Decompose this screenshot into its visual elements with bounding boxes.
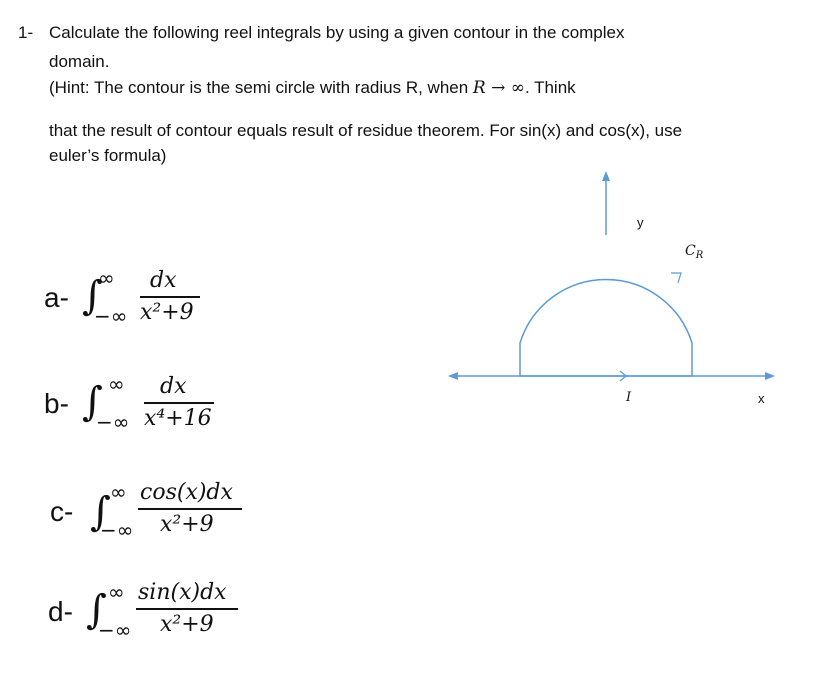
hint-line xyxy=(49,77,576,99)
y-axis-arrow xyxy=(602,171,610,181)
question-line-1: Calculate the following reel integrals by using a given contour in the complex xyxy=(49,23,625,42)
contour-diagram xyxy=(440,165,780,415)
problem-label: c- xyxy=(50,496,74,527)
problem-label: d- xyxy=(48,596,73,627)
x-label: x xyxy=(758,391,765,406)
numerator: cos(x)dx xyxy=(140,480,233,505)
cr-label xyxy=(685,243,704,261)
upper-limit: ∞ xyxy=(110,480,127,504)
cr-main: C xyxy=(685,243,696,259)
hint-prefix: (Hint: The contour is the semi circle with radius R, when xyxy=(49,78,469,97)
upper-limit: ∞ xyxy=(98,266,115,290)
question-line-5: euler’s formula) xyxy=(49,146,167,165)
upper-limit: ∞ xyxy=(108,580,125,604)
problem-label: a- xyxy=(44,282,69,313)
question-line-2: domain. xyxy=(49,52,110,71)
integral-sign: ∫ xyxy=(86,587,107,633)
fraction-bar xyxy=(140,296,200,298)
y-label: y xyxy=(637,215,644,230)
x-axis-right-arrow xyxy=(765,372,775,380)
x-axis-left-arrow xyxy=(448,372,458,380)
integral-sign: ∫ xyxy=(82,273,103,319)
fraction-bar xyxy=(138,508,242,510)
denominator: x²+9 xyxy=(160,512,214,537)
question-number: 1- xyxy=(18,23,34,42)
lower-limit: −∞ xyxy=(98,618,132,642)
numerator: dx xyxy=(150,268,177,293)
hint-suffix: . Think xyxy=(524,78,576,97)
lower-limit: −∞ xyxy=(96,410,130,434)
question-line-4: that the result of contour equals result of residue theorem. For sin(x) and cos(x), use xyxy=(49,121,683,140)
semicircle-contour xyxy=(520,280,692,376)
problem-label: b- xyxy=(44,388,69,419)
numerator: sin(x)dx xyxy=(138,580,227,605)
numerator: dx xyxy=(160,374,187,399)
fraction-bar xyxy=(136,608,238,610)
upper-limit: ∞ xyxy=(108,372,125,396)
lower-limit: −∞ xyxy=(100,518,134,542)
segment-label: I xyxy=(626,390,632,405)
hint-math: R → ∞ xyxy=(472,78,525,98)
arc-direction-arrow xyxy=(671,273,681,283)
integral-sign: ∫ xyxy=(82,379,103,425)
cr-subscript: R xyxy=(695,250,704,261)
lower-limit: −∞ xyxy=(94,304,128,328)
integral-sign: ∫ xyxy=(90,489,111,535)
fraction-bar xyxy=(144,402,214,404)
denominator: x⁴+16 xyxy=(144,406,212,431)
denominator: x²+9 xyxy=(160,612,214,637)
denominator: x²+9 xyxy=(140,300,194,325)
